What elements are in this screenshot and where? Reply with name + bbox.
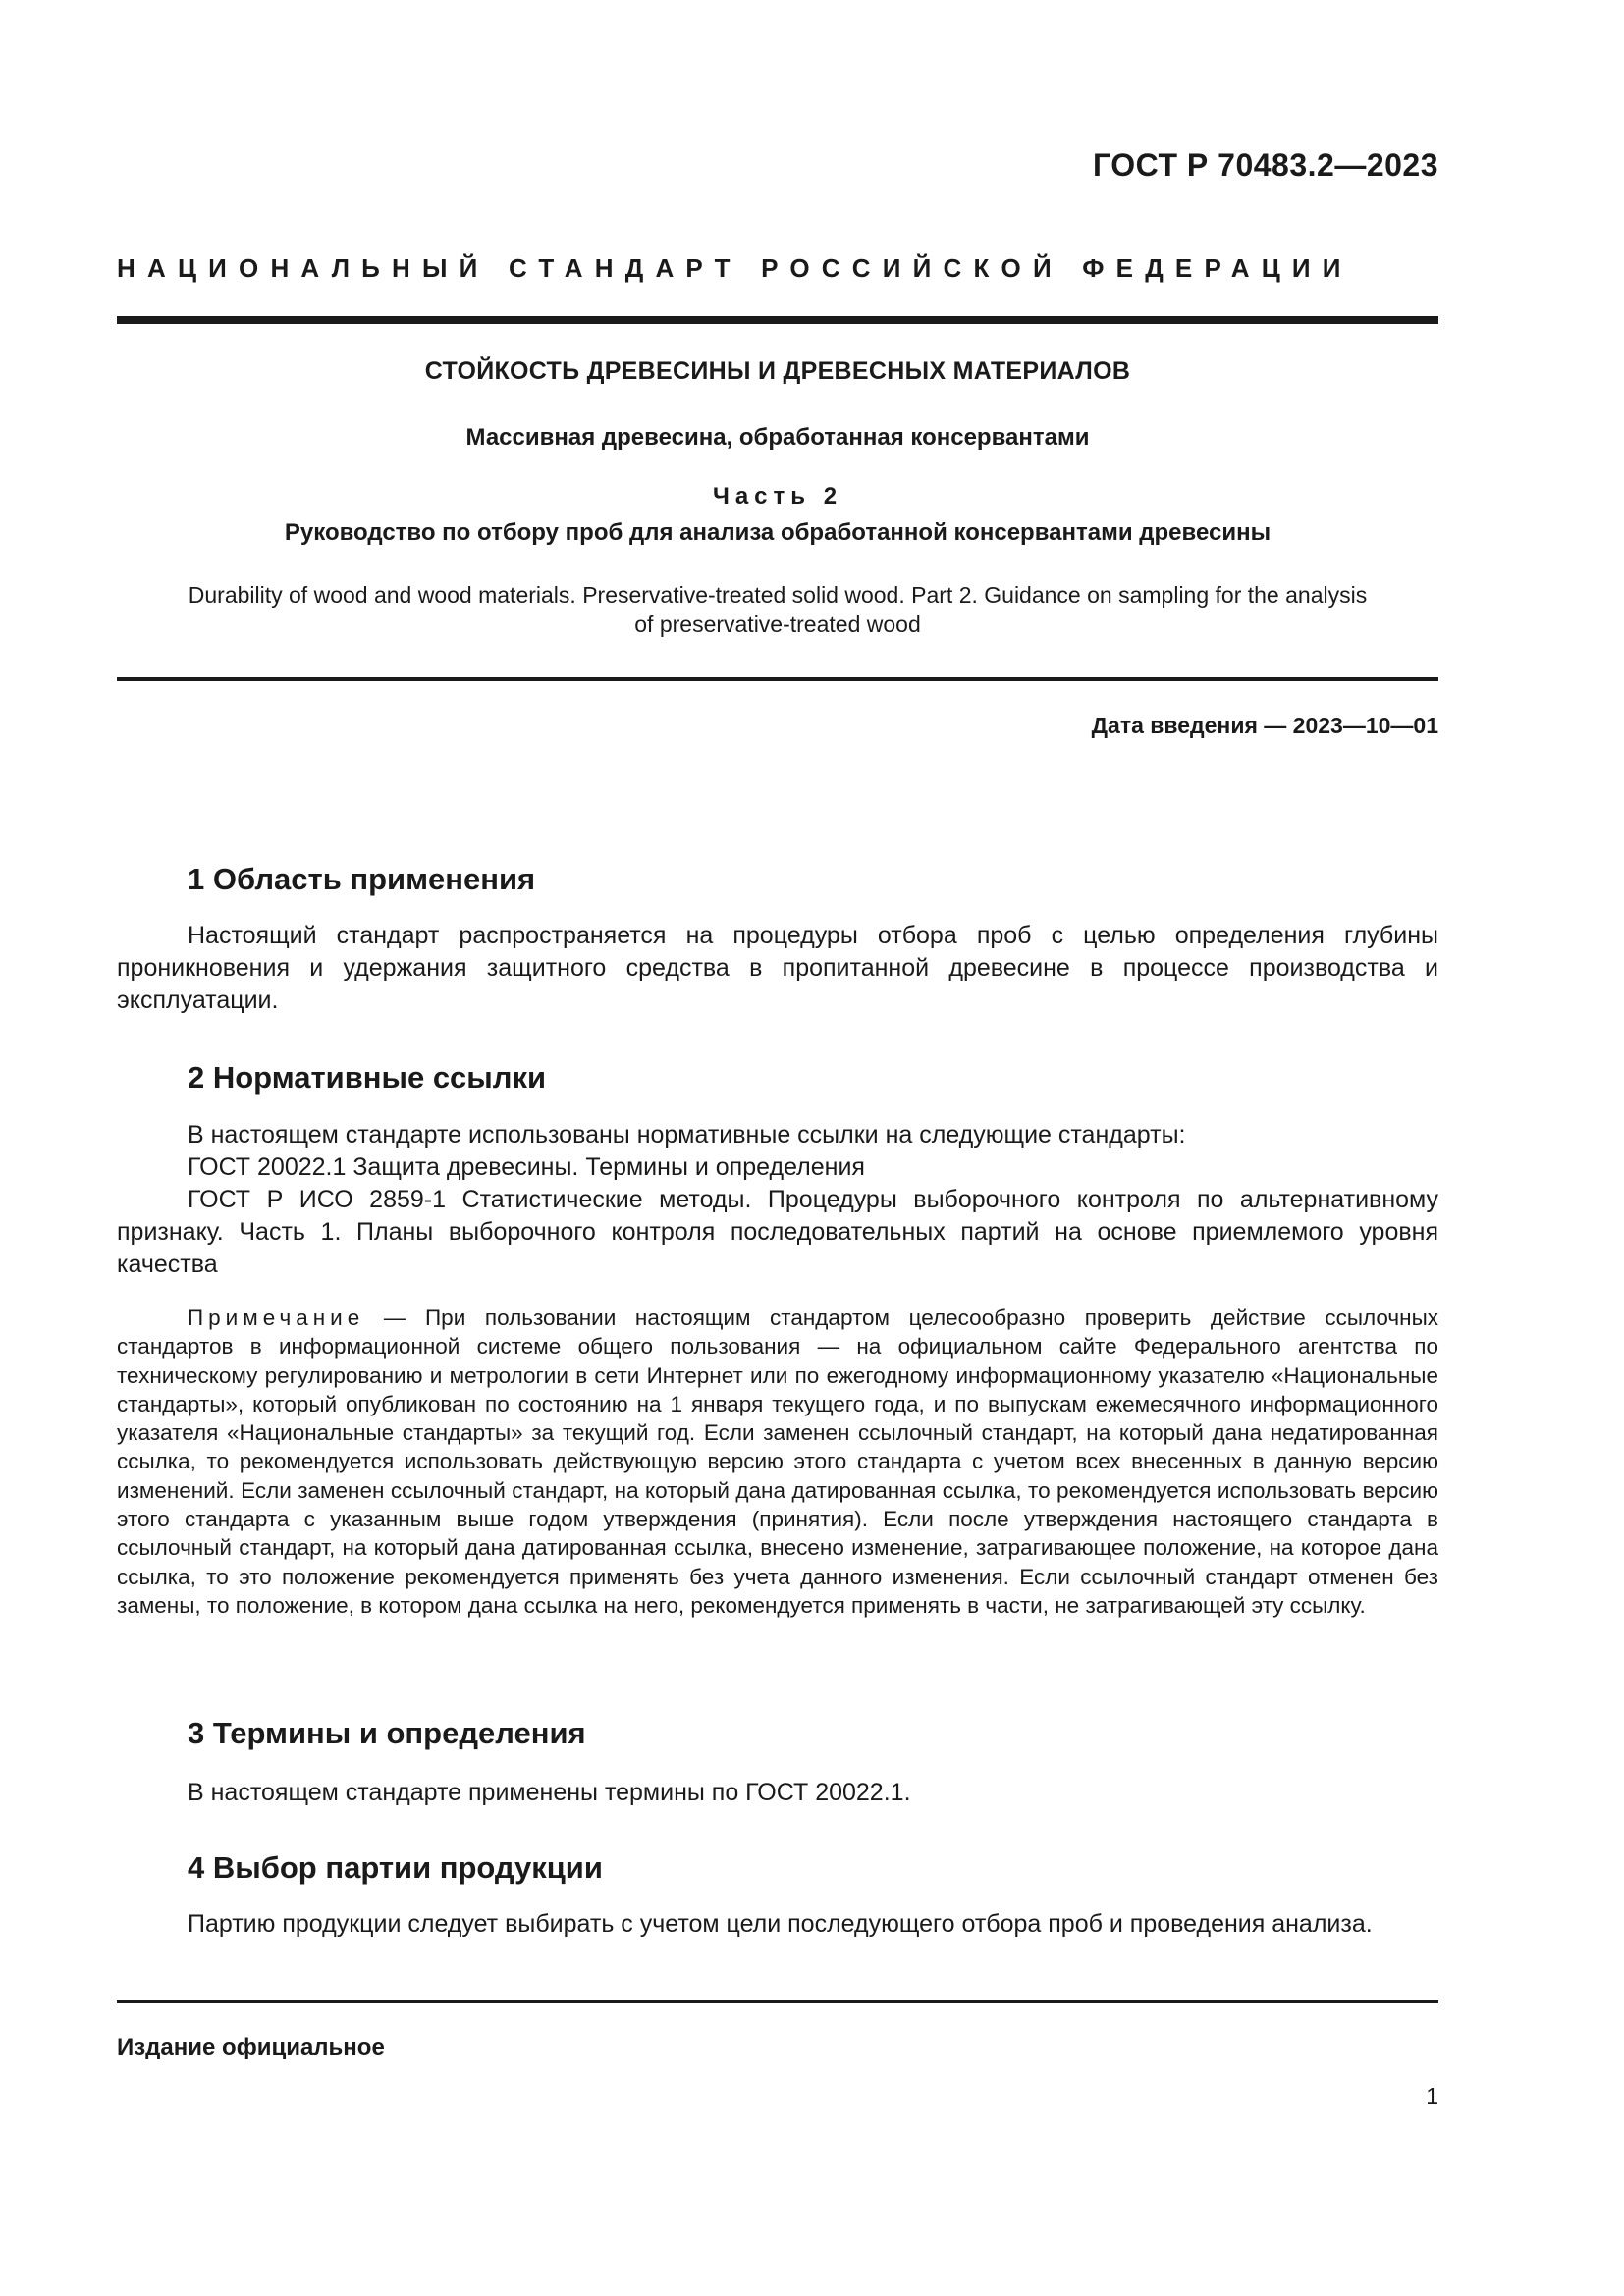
section-3-text: В настоящем стандарте применены термины по ГОСТ 20022.1. xyxy=(188,1779,911,1806)
english-title-line-1: Durability of wood and wood materials. Preservative-treated solid wood. Part 2. Guidance on sampling for the analysis xyxy=(188,582,1368,608)
reference-gost-r-iso-2859-1: ГОСТ Р ИСО 2859-1 Статистические методы. Процедуры выборочного контроля по альтернативному признаку. Часть 1. Планы выборочного контроля последовательных партий на основе приемлемого уровня качества xyxy=(117,1186,1438,1278)
section-2-heading: 2 Нормативные ссылки xyxy=(188,1060,547,1095)
section-2-note xyxy=(117,1304,1438,1620)
national-standard-banner: НАЦИОНАЛЬНЫЙ СТАНДАРТ РОССИЙСКОЙ ФЕДЕРАЦИИ xyxy=(117,253,1353,283)
document-page xyxy=(117,0,1438,2296)
english-title-line-2: of preservative-treated wood xyxy=(634,612,921,637)
section-1-heading: 1 Область применения xyxy=(188,862,536,896)
part-title: Руководство по отбору проб для анализа обработанной консервантами древесины xyxy=(284,519,1272,546)
introduction-date: Дата введения — 2023—10—01 xyxy=(1091,713,1438,738)
standard-number: ГОСТ Р 70483.2—2023 xyxy=(1093,147,1438,183)
document-subtitle: Массивная древесина, обработанная консервантами xyxy=(465,424,1090,451)
document-title: СТОЙКОСТЬ ДРЕВЕСИНЫ И ДРЕВЕСНЫХ МАТЕРИАЛОВ xyxy=(424,357,1131,385)
page-number: 1 xyxy=(1426,2083,1438,2109)
official-edition-label: Издание официальное xyxy=(117,2034,385,2060)
english-title xyxy=(117,580,1438,639)
section-2-intro: В настоящем стандарте использованы нормативные ссылки на следующие стандарты: xyxy=(188,1121,1186,1148)
title-divider xyxy=(117,677,1438,681)
footer-divider xyxy=(117,2000,1438,2003)
section-1-text: Настоящий стандарт распространяется на процедуры отбора проб с целью определения глубины проникновения и удержания защитного средства в пропитанной древесине в процессе производства и эксплуатации. xyxy=(117,922,1438,1014)
header-divider xyxy=(117,316,1438,324)
section-3-heading: 3 Термины и определения xyxy=(188,1716,586,1750)
reference-gost-20022-1: ГОСТ 20022.1 Защита древесины. Термины и определения xyxy=(188,1153,865,1181)
section-4-text: Партию продукции следует выбирать с учетом цели последующего отбора проб и проведения анализа. xyxy=(188,1910,1373,1938)
section-4-heading: 4 Выбор партии продукции xyxy=(188,1850,603,1885)
note-label: Примечание xyxy=(188,1306,365,1330)
part-label: Часть 2 xyxy=(712,483,843,509)
note-text: — При пользовании настоящим стандартом целесообразно проверить действие ссылочных стандартов в информационной системе общего пользования — на официальном сайте Федерального агентства по техническому регулированию и метрологии в сети Интернет или по ежегодному информационному указателю «Национальные стандарты», который опубликован по состоянию на 1 января текущего года, и по выпускам ежемесячного информационного указателя «Национальные стандарты» за текущий год. Если заменен ссылочный стандарт, на который дана недатированная ссылка, то рекомендуется использовать действующую версию этого стандарта с учетом всех внесенных в данную версию изменений. Если заменен ссылочный стандарт, на который дана датированная ссылка, то рекомендуется использовать версию этого стандарта с указанным выше годом утверждения (принятия). Если после утверждения настоящего стандарта в ссылочный стандарт, на который дана датированная ссылка, внесено изменение, затрагивающее положение, на которое дана ссылка, то это положение рекомендуется применять без учета данного изменения. Если ссылочный стандарт отменен без замены, то положение, в котором дана ссылка на него, рекомендуется применять в части, не затрагивающей эту ссылку. xyxy=(117,1306,1438,1618)
